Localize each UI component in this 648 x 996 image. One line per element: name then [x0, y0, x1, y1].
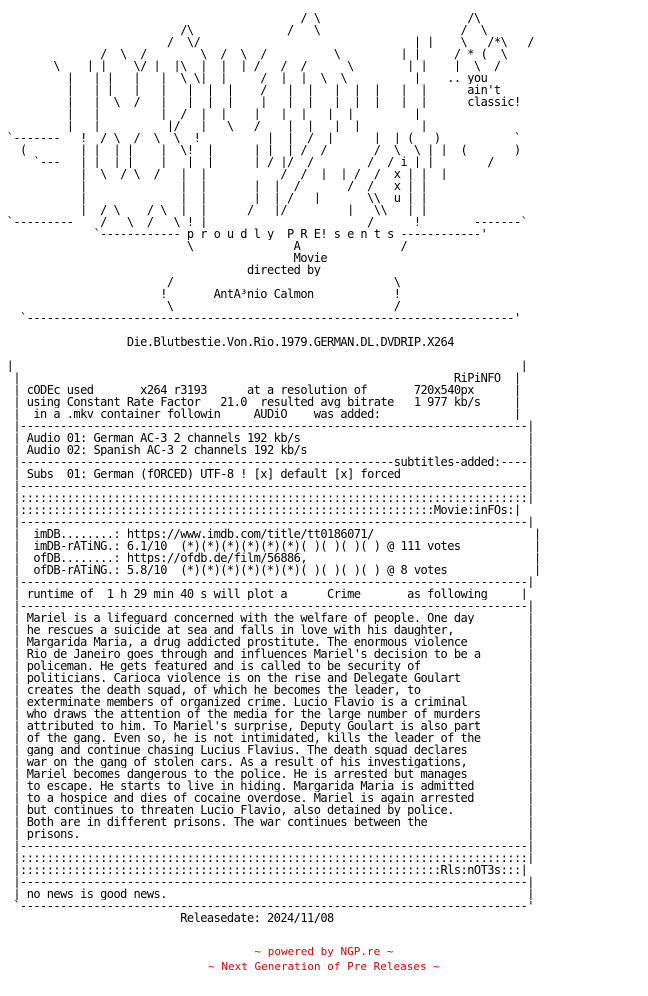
nfo-line: | who draws the attention of the media for the large number of murders |: [0, 708, 534, 720]
nfo-line: | no news is good news. |: [0, 888, 534, 900]
nfo-line: | to a hospice and dies of cocaine overdose. Mariel is again arrested |: [0, 792, 534, 804]
nfo-line: |----------------------------------------------------------------------------|: [0, 480, 534, 492]
nfo-line: | in a .mkv container followin AUDiO was added: |: [0, 408, 521, 420]
nfo-line: `------------ p r o u d l y P R E! s e n t s ------------': [0, 228, 501, 240]
nfo-line: | ofDB........: https://ofdb.de/film/56886, |: [0, 552, 541, 564]
nfo-line: | Both are in different prisons. The war continues between the |: [0, 816, 534, 828]
nfo-line: Releasedate: 2024/11/08: [0, 912, 334, 924]
nfo-line: | exterminate members of organized crime. Lucio Flavio is a criminal |: [0, 696, 534, 708]
nfo-line: |----------------------------------------------------------------------------|: [0, 516, 534, 528]
nfo-line: | he rescues a suicide at sea and falls in love with his daughter, |: [0, 624, 534, 636]
nfo-line: | politicians. Carioca violence is on the rise and Delegate Goulart |: [0, 672, 534, 684]
nfo-line: `--- | | | | | | | |_/ |/ / ___ _/ / i | | _____/: [0, 156, 508, 168]
nfo-line: `---------____/ \__/ \_!_|________________________/______!________-------`: [0, 216, 528, 228]
nfo-line: |:::::::::::::::::::::::::::::::::::::::::::::::::::::::::::::::Rls:nOT3s:::|: [0, 864, 528, 876]
nfo-line: | Audio 01: German AC-3 2 channels 192 kb/s |: [0, 432, 534, 444]
nfo-line: |----------------------------------------------------------------------------|: [0, 420, 534, 432]
nfo-line: |--------------------------------------------------------subtitles-added:----|: [0, 456, 534, 468]
nfo-line: | | | | | \ \| | / | | \ \ ___ | .. you: [0, 72, 488, 84]
nfo-line: | prisons. |: [0, 828, 534, 840]
nfo-line: | Audio 02: Spanish AC-3 2 channels 192 kb/s |: [0, 444, 534, 456]
nfo-line: ________| | _ __ |/ | \___/ | | _| |___ |_______________: [0, 120, 528, 132]
nfo-line: | Margarida Maria, a drug addicted prostitute. The enormous violence |: [0, 636, 534, 648]
nfo-line: \_________________________________/: [0, 300, 401, 312]
nfo-line: | | | / | | | | | | | |: [0, 108, 421, 120]
nfo-line: ___________directed by___________: [0, 264, 394, 276]
nfo-line: _: [0, 0, 481, 12]
tagline-text: ~ Next Generation of Pre Releases ~: [208, 960, 440, 973]
nfo-line: |----------------------------------------------------------------------------|: [0, 600, 534, 612]
nfo-line: | | \__/ | | | | | | | | | |___| | classic!: [0, 96, 521, 108]
nfo-line: | Subs 01: German (fORCED) UTF-8 ! [x] default [x] forced |: [0, 468, 534, 480]
nfo-line: /\ ____________/ \_______________ ___/ \___: [0, 24, 508, 36]
nfo-line: _______________________________________________________________________________: [0, 348, 534, 360]
nfo-line: | war on the gang of stolen cars. As a result of his investigations, |: [0, 756, 534, 768]
nfo-line: | attributed to him. To Mariel's surprise, Deputy Goulart is also part |: [0, 720, 534, 732]
nfo-line: |----------------------------------------------------------------------------|: [0, 876, 534, 888]
nfo-line: Movie: [0, 252, 328, 264]
nfo-line: `----------------------------------------------------------------------------': [0, 900, 534, 912]
nfo-line: [0, 324, 648, 336]
nfo-line: |::::::::::::::::::::::::::::::::::::::::::::::::::::::::::::::Movie:inFOs:|: [0, 504, 521, 516]
nfo-line: ! AntÃ³nio Calmon !: [0, 288, 401, 300]
nfo-line: | to escape. He starts to live in hiding. Margarida Maria is admitted |: [0, 780, 534, 792]
nfo-line: | | | | | | | | / | | | | | | | ain't: [0, 84, 501, 96]
nfo-line: | _ _ | | | | / |____ \\ u | |: [0, 192, 428, 204]
nfo-line: _| ________________________________________________________________________ |_: [0, 360, 534, 372]
nfo-line: | creates the death squad, of which he becomes the leader, to |: [0, 684, 534, 696]
nfo-line: | but continues to threaten Lucio Flavio, also detained by police. |: [0, 804, 534, 816]
nfo-line: | of the gang. Even so, he is not intimidated, kills the leader of the |: [0, 732, 534, 744]
nfo-line: | using Constant Rate Factor 21.0 resulted avg bitrate 1 977 kb/s |: [0, 396, 521, 408]
nfo-line: | RiPiNFO__|: [0, 372, 521, 384]
nfo-line: `-------------------------------------------------------------------------': [0, 312, 521, 324]
nfo-line: | imDB-rATiNG.: 6.1/10 (*)(*)(*)(*)(*)(*)( )( )( )( ) @ 111 votes |: [0, 540, 541, 552]
nfo-line: | ofDB-rATiNG.: 5.8/10 (*)(*)(*)(*)(*)(*)( )( )( )( ) @ 8 votes |: [0, 564, 541, 576]
nfo-line: | | | | | / ____/ / x | |: [0, 180, 441, 192]
nfo-line: \___________ A ___________/: [0, 240, 408, 252]
credits-footer: [0, 944, 648, 974]
nfo-line: _____ / \ / \ / \ / \ | | /_*_( \: [0, 48, 514, 60]
nfo-line: Die.Blutbestie.Von.Rio.1979.GERMAN.DL.DVDRIP.X264: [0, 336, 454, 348]
nfo-line: | Mariel becomes dangerous to the police. He is arrested but manages |: [0, 768, 534, 780]
nfo-line: / \: [0, 276, 401, 288]
nfo-line: |::::::::::::::::::::::::::::::::::::::::::::::::::::::::::::::::::::::::::::|: [0, 852, 534, 864]
nfo-line: (____ | | | | | \! | | | | / / / \ \ | | (_______): [0, 144, 521, 156]
nfo-line: |----------------------------------------------------------------------------|: [0, 576, 534, 588]
nfo-line: | gang and continue chasing Lucius Flavius. The death squad declares |: [0, 744, 534, 756]
nfo-line: | runtime of 1 h 29 min 40 s will plot a Crime as following |: [0, 588, 528, 600]
nfo-line: `------- ! / \ / \ \ ! ______ | | / |______| |_( ) _________`: [0, 132, 521, 144]
nfo-line: | cODEc used x264 r3193 at a resolution of 720x540px |: [0, 384, 521, 396]
nfo-line: ______| / \ / \ | |______/ |/ _____| \\___| |______________: [0, 204, 521, 216]
nfo-line: / \ /\: [0, 12, 488, 24]
nfo-line: | Mariel is a lifeguard concerned with the welfare of people. One day |: [0, 612, 534, 624]
nfo-line: | imDB........: https://www.imdb.com/title/tt0186071/ |: [0, 528, 541, 540]
nfo-line: | policeman. He gets featured and is called to be security of |: [0, 660, 534, 672]
nfo-line: \ | | \/ | |\ | | |_/ / / __ \ |_|____| \__/: [0, 60, 508, 72]
nfo-line: _____ / \/ __ __ ______ | | \ /*\ /: [0, 36, 534, 48]
nfo-line: |----------------------------------------------------------------------------|: [0, 840, 534, 852]
nfo-line: | Rio de Janeiro goes through and influences Mariel's decision to be a |: [0, 648, 534, 660]
nfo-line: |::::::::::::::::::::::::::::::::::::::::::::::::::::::::::::::::::::::::::::|: [0, 492, 534, 504]
nfo-line: | \__/ \__/ | | __ / / |__| / / x | | |___: [0, 168, 468, 180]
powered-by-text: ~ powered by NGP.re ~: [254, 945, 394, 958]
